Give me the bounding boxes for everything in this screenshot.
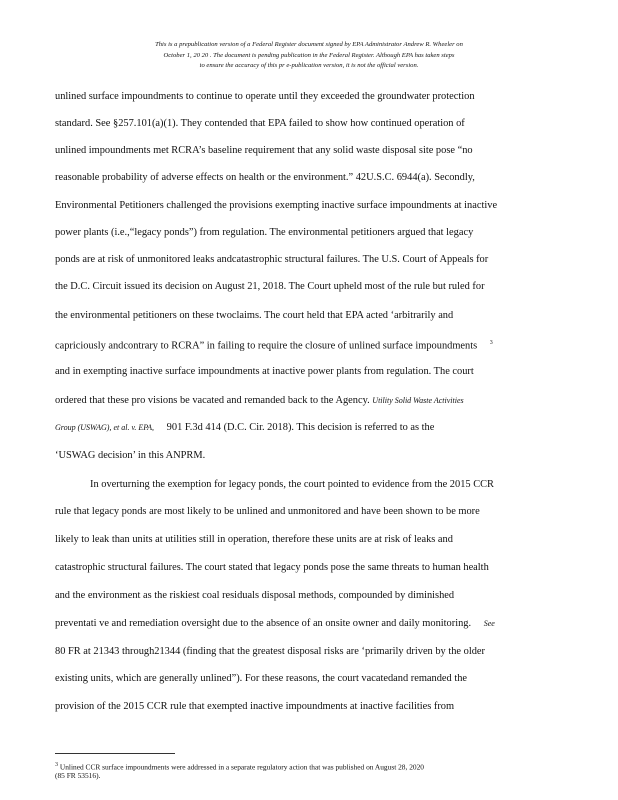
text-line: and the environment as the riskiest coal residuals disposal methods, compounded by diminished — [55, 590, 455, 601]
text-line — [55, 421, 434, 434]
notice-line-2: October 1, 20 20 . The document is pending publication in the Federal Register. Although EPA has taken steps — [163, 51, 455, 59]
text-line: existing units, which are generally unlined”). For these reasons, the court vacatedand remanded the — [55, 673, 468, 684]
text-line: In overturning the exemption for legacy ponds, the court pointed to evidence from the 2015 CCR — [90, 479, 494, 490]
text-line-content: preventati ve and remediation oversight due to the absence of an onsite owner and daily monitoring. — [55, 618, 472, 629]
text-line — [55, 337, 493, 352]
text-line: rule that legacy ponds are most likely to be unlined and unmonitored and have been shown to be more — [55, 506, 480, 517]
text-line: the D.C. Circuit issued its decision on August 21, 2018. The Court upheld most of the rule but ruled for — [55, 281, 485, 292]
case-citation: Utility Solid Waste Activities — [372, 396, 464, 405]
text-line: ponds are at risk of unmonitored leaks andcatastrophic structural failures. The U.S. Court of Appeals for — [55, 254, 489, 265]
notice-line-3: to ensure the accuracy of this pr e-publication version, it is not the official version. — [199, 62, 419, 69]
footnote-divider — [55, 753, 175, 754]
text-line: ‘USWAG decision’ in this ANPRM. — [55, 450, 206, 461]
text-line-content: ordered that these pro visions be vacated and remanded back to the Agency. — [55, 395, 370, 406]
footnote-marker: 3 — [489, 340, 493, 346]
text-line: unlined surface impoundments to continue to operate until they exceeded the groundwater protection — [55, 91, 475, 102]
text-line: and in exempting inactive surface impoundments at inactive power plants from regulation. The court — [55, 366, 474, 377]
text-line: likely to leak than units at utilities still in operation, therefore these units are at risk of leaks and — [55, 534, 453, 545]
footnote-line: (85 FR 53516). — [55, 771, 101, 780]
prepublication-notice — [40, 40, 578, 72]
text-line — [55, 617, 495, 630]
text-line: unlined impoundments met RCRA’s baseline requirement that any solid waste disposal site pose “no — [55, 145, 473, 156]
footnote-line — [55, 760, 424, 772]
text-line: power plants (i.e.,“legacy ponds”) from regulation. The environmental petitioners argued that legacy — [55, 227, 474, 238]
case-citation: Group (USWAG), et al. v. EPA, — [55, 423, 155, 432]
text-line: standard. See §257.101(a)(1). They contended that EPA failed to show how continued operation of — [55, 118, 465, 129]
notice-line-1: This is a prepublication version of a Federal Register document signed by EPA Administrator Andrew R. Wheeler on — [155, 41, 463, 48]
text-line-content: 901 F.3d 414 (D.C. Cir. 2018). This decision is referred to as the — [166, 422, 435, 433]
text-line: the environmental petitioners on these twoclaims. The court held that EPA acted ‘arbitrarily and — [55, 310, 454, 321]
text-line: reasonable probability of adverse effects on health or the environment.” 42U.S.C. 6944(a). Secondly, — [55, 172, 475, 183]
text-line: provision of the 2015 CCR rule that exempted inactive impoundments at inactive facilities from — [55, 701, 455, 712]
text-line-content: capriciously andcontrary to RCRA” in failing to require the closure of unlined surface impoundments — [55, 340, 478, 352]
text-line: 80 FR at 21343 through21344 (finding that the greatest disposal risks are ‘primarily driven by the older — [55, 646, 485, 657]
see-signal: See — [483, 619, 495, 628]
text-line — [55, 394, 464, 407]
footnote-text: Unlined CCR surface impoundments were addressed in a separate regulatory action that was published on August 28, 2020 — [59, 762, 424, 772]
text-line: Environmental Petitioners challenged the provisions exempting inactive surface impoundments at inactive — [55, 200, 498, 211]
text-line: catastrophic structural failures. The court stated that legacy ponds pose the same threats to human health — [55, 562, 489, 573]
footnote-marker: 3 — [55, 762, 58, 768]
